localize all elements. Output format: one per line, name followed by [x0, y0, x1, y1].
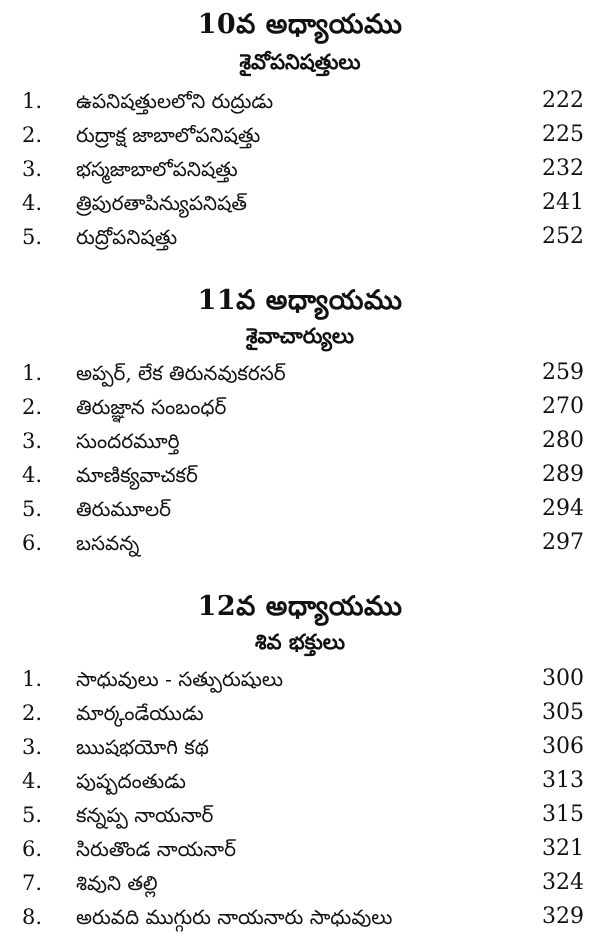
- entry-number: 4.: [22, 191, 43, 215]
- entry-number: 5.: [22, 497, 43, 521]
- entry-page-number: 305: [542, 700, 584, 725]
- entry-number: 3.: [22, 157, 43, 181]
- entry-title: సుందరమూర్తి: [76, 429, 180, 453]
- entry-title: ఉపనిషత్తులలోని రుద్రుడు: [76, 89, 274, 113]
- entry-number: 8.: [22, 905, 43, 929]
- entry-page-number: 241: [542, 190, 584, 215]
- toc-entry: [0, 900, 600, 934]
- entry-number: 4.: [22, 463, 43, 487]
- entry-title: అప్పర్, లేక తిరునవుకరసర్: [76, 361, 286, 385]
- entry-title: తిరుమూలర్: [76, 497, 171, 521]
- entry-page-number: 259: [542, 360, 584, 385]
- entry-page-number: 313: [542, 768, 584, 793]
- toc-entry: [0, 152, 600, 186]
- entry-page-number: 270: [542, 394, 584, 419]
- entry-title: బసవన్న: [76, 531, 140, 555]
- entry-number: 1.: [22, 89, 43, 113]
- entry-title: రుద్రాక్ష జాబాలోపనిషత్తు: [76, 123, 261, 147]
- toc-entry: [0, 118, 600, 152]
- entry-number: 2.: [22, 701, 43, 725]
- entry-page-number: 252: [542, 224, 584, 249]
- toc-entry: [0, 526, 600, 560]
- entry-title: రుద్రోపనిషత్తు: [76, 225, 178, 249]
- chapter-10-heading: 10వ అధ్యాయము: [197, 9, 403, 40]
- entry-page-number: 321: [542, 836, 584, 861]
- entry-number: 6.: [22, 531, 43, 555]
- entry-number: 7.: [22, 871, 43, 895]
- entry-page-number: 225: [542, 122, 584, 147]
- toc-entry: [0, 458, 600, 492]
- entry-title: ఋషభయోగి కథ: [76, 735, 209, 759]
- entry-title: భస్మజాబాలోపనిషత్తు: [76, 157, 238, 181]
- chapter-11-subheading: శైవాచార్యులు: [246, 323, 354, 348]
- entry-page-number: 300: [542, 666, 584, 691]
- entry-title: శివుని తల్లి: [76, 871, 158, 895]
- entry-number: 6.: [22, 837, 43, 861]
- toc-entry: [0, 730, 600, 764]
- chapter-12-subheading: శివ భక్తులు: [255, 629, 345, 654]
- toc-entry: [0, 424, 600, 458]
- entry-number: 5.: [22, 803, 43, 827]
- toc-entry: [0, 832, 600, 866]
- toc-entry: [0, 696, 600, 730]
- entry-page-number: 315: [542, 802, 584, 827]
- entry-page-number: 329: [542, 904, 584, 929]
- entry-number: 5.: [22, 225, 43, 249]
- toc-entry: [0, 866, 600, 900]
- entry-title: త్రిపురతాపిన్యుపనిషత్: [76, 191, 247, 215]
- toc-entry: [0, 492, 600, 526]
- entry-title: తిరుజ్ఞాన సంబంధర్: [76, 395, 227, 419]
- toc-entry: [0, 662, 600, 696]
- chapter-10-subheading: శైవోపనిషత్తులు: [239, 49, 361, 74]
- toc-entry: [0, 798, 600, 832]
- entry-page-number: 294: [542, 496, 584, 521]
- toc-entry: [0, 84, 600, 118]
- entry-title: పుష్పదంతుడు: [76, 769, 186, 793]
- entry-number: 2.: [22, 395, 43, 419]
- entry-title: సిరుతొండ నాయనార్: [76, 837, 236, 861]
- entry-page-number: 306: [542, 734, 584, 759]
- entry-page-number: 297: [542, 530, 584, 555]
- toc-entry: [0, 186, 600, 220]
- entry-number: 3.: [22, 735, 43, 759]
- entry-page-number: 280: [542, 428, 584, 453]
- entry-title: మార్కండేయుడు: [76, 701, 204, 725]
- entry-number: 4.: [22, 769, 43, 793]
- entry-title: మాణిక్యవాచకర్: [76, 463, 198, 487]
- toc-entry: [0, 764, 600, 798]
- entry-page-number: 232: [542, 156, 584, 181]
- entry-title: అరువది ముగ్గురు నాయనారు సాధువులు: [76, 905, 393, 929]
- chapter-11-heading: 11వ అధ్యాయము: [197, 285, 403, 316]
- chapter-12-heading: 12వ అధ్యాయము: [197, 591, 403, 622]
- toc-entry: [0, 356, 600, 390]
- toc-entry: [0, 220, 600, 254]
- entry-number: 1.: [22, 667, 43, 691]
- entry-number: 1.: [22, 361, 43, 385]
- entry-page-number: 289: [542, 462, 584, 487]
- toc-entry: [0, 390, 600, 424]
- entry-title: కన్నప్ప నాయనార్: [76, 803, 214, 827]
- entry-title: సాధువులు - సత్పురుషులు: [76, 667, 284, 691]
- entry-number: 3.: [22, 429, 43, 453]
- entry-number: 2.: [22, 123, 43, 147]
- entry-page-number: 324: [542, 870, 584, 895]
- entry-page-number: 222: [542, 88, 584, 113]
